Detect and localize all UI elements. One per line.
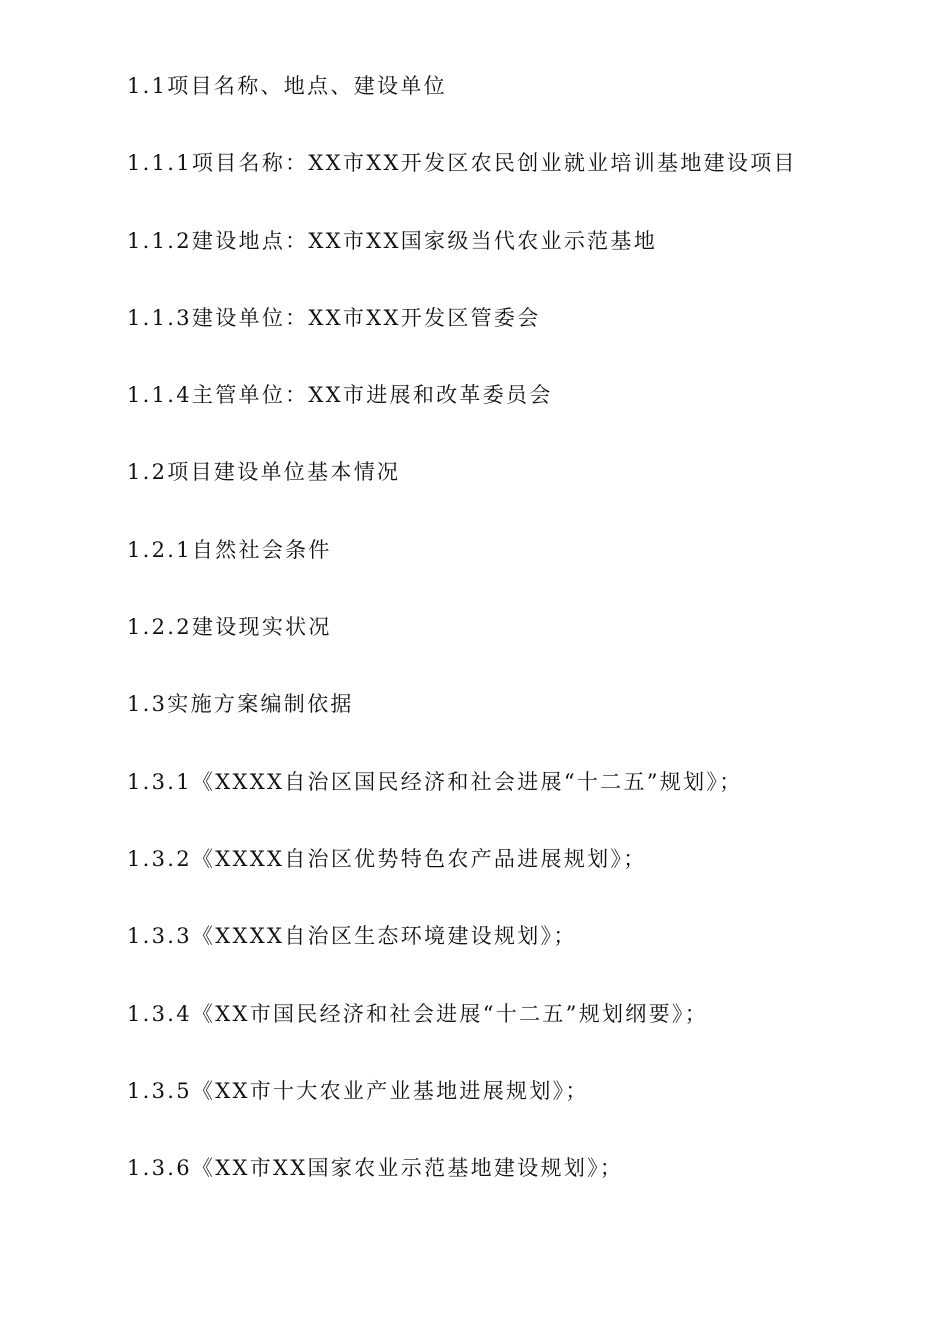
heading-1-1: 1.1项目名称、地点、建设单位 — [127, 74, 447, 98]
item-1-3-5: 1.3.5《XX市十大农业产业基地进展规划》； — [127, 1078, 589, 1103]
item-1-3-2: 1.3.2《XXXX自治区优势特色农产品进展规划》； — [127, 846, 647, 871]
item-1-2-1: 1.2.1自然社会条件 — [127, 537, 332, 562]
heading-1-3: 1.3实施方案编制依据 — [127, 692, 354, 717]
item-1-3-3: 1.3.3《XXXX自治区生态环境建设规划》； — [127, 924, 577, 949]
heading-1-2: 1.2项目建设单位基本情况 — [127, 460, 401, 485]
document-body — [127, 68, 907, 1227]
item-1-1-4-supervising-unit: 1.1.4主管单位：XX市进展和改革委员会 — [127, 383, 553, 408]
item-1-3-6: 1.3.6《XX市XX国家农业示范基地建设规划》； — [127, 1156, 624, 1181]
item-1-2-2: 1.2.2建设现实状况 — [127, 615, 332, 640]
item-1-1-2-location: 1.1.2建设地点：XX市XX国家级当代农业示范基地 — [127, 228, 658, 253]
item-1-3-1: 1.3.1《XXXX自治区国民经济和社会进展“十二五”规划》； — [127, 769, 743, 794]
item-1-3-4: 1.3.4《XX市国民经济和社会进展“十二五”规划纲要》； — [127, 1001, 709, 1026]
item-1-1-1-project-name: 1.1.1项目名称：XX市XX开发区农民创业就业培训基地建设项目 — [127, 151, 797, 176]
item-1-1-3-construction-unit: 1.1.3建设单位：XX市XX开发区管委会 — [127, 305, 541, 330]
